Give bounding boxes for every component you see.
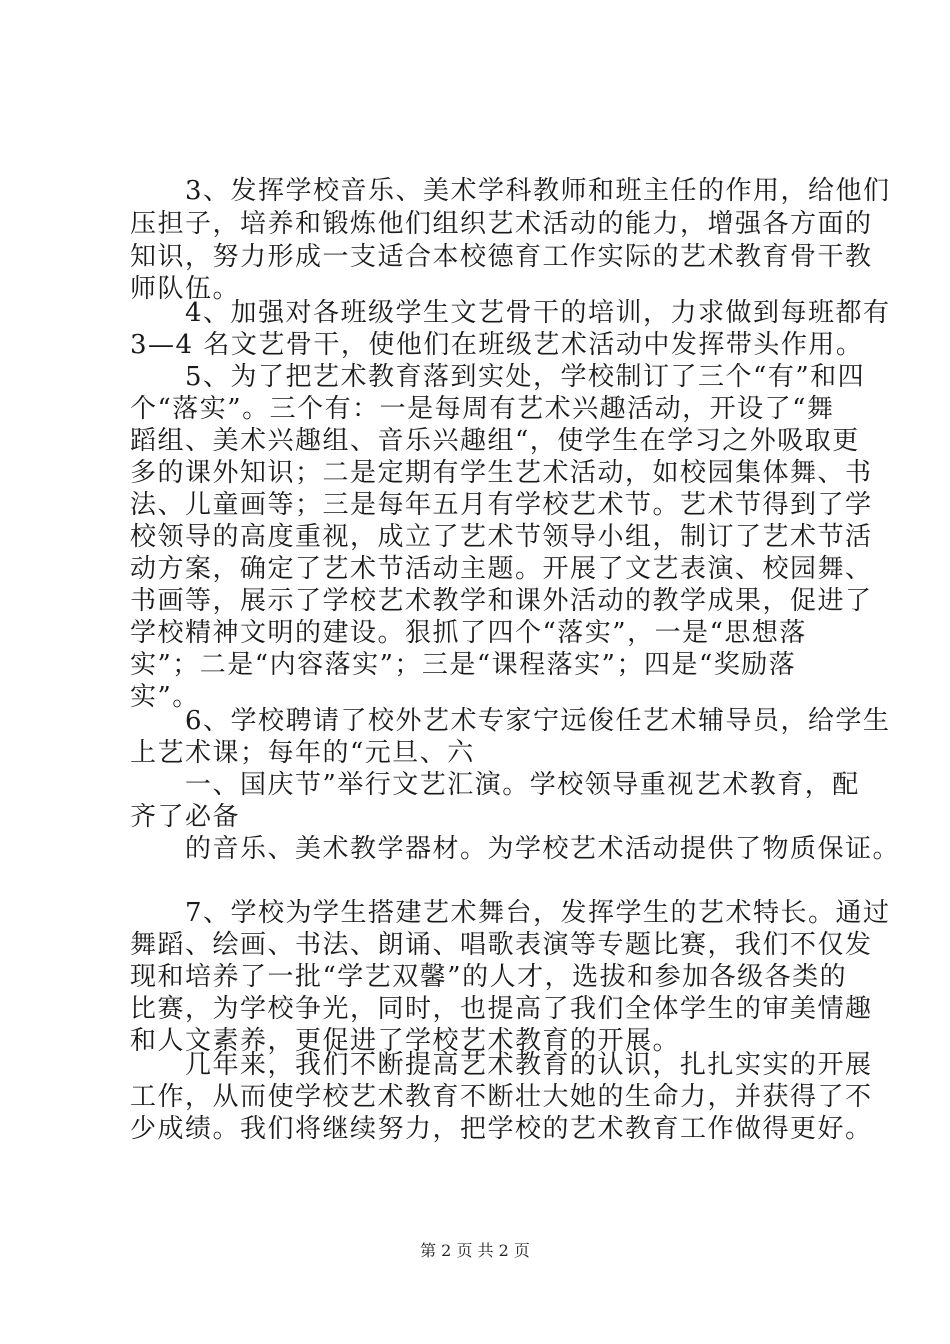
text-line: 蹈组、美术兴趣组、音乐兴趣组“，使学生在学习之外吸取更 xyxy=(130,426,860,456)
text-line: 几年来，我们不断提高艺术教育的认识，扎扎实实的开展 xyxy=(130,1050,873,1080)
text-line: 压担子，培养和锻炼他们组织艺术活动的能力，增强各方面的 xyxy=(130,209,873,239)
text-line: 动方案，确定了艺术节活动主题。开展了文艺表演、校园舞、 xyxy=(130,554,873,584)
text-line: 舞蹈、绘画、书法、朗诵、唱歌表演等专题比赛，我们不仅发 xyxy=(130,930,873,960)
text-line: 4、加强对各班级学生文艺骨干的培训，力求做到每班都有 xyxy=(130,298,891,328)
text-line: 个“落实”。三个有：一是每周有艺术兴趣活动，开设了“舞 xyxy=(130,394,835,424)
text-line: 现和培养了一批“学艺双馨”的人才，选拔和参加各级各类的 xyxy=(130,962,848,992)
text-line: 校领导的高度重视，成立了艺术节领导小组，制订了艺术节活 xyxy=(130,522,873,552)
text-line: 实”；二是“内容落实”；三是“课程落实”；四是“奖励落 xyxy=(130,650,797,680)
text-line: 6、学校聘请了校外艺术专家宁远俊任艺术辅导员，给学生 xyxy=(130,706,891,736)
text-line: 知识，努力形成一支适合本校德育工作实际的艺术教育骨干教 xyxy=(130,242,873,272)
text-line: 少成绩。我们将继续努力，把学校的艺术教育工作做得更好。 xyxy=(130,1114,873,1144)
text-line: 比赛，为学校争光，同时，也提高了我们全体学生的审美情趣 xyxy=(130,994,873,1024)
text-line: 学校精神文明的建设。狠抓了四个“落实”，一是“思想落 xyxy=(130,618,807,648)
text-line: 5、为了把艺术教育落到实处，学校制订了三个“有”和四 xyxy=(130,362,866,392)
text-line: 书画等，展示了学校艺术教学和课外活动的教学成果，促进了 xyxy=(130,586,873,616)
text-line: 7、学校为学生搭建艺术舞台，发挥学生的艺术特长。通过 xyxy=(130,898,891,928)
text-line: 齐了必备 xyxy=(130,802,241,832)
text-line: 3—4 名文艺骨干，使他们在班级艺术活动中发挥带头作用。 xyxy=(130,330,864,360)
page-number-footer: 第 2 页 共 2 页 xyxy=(420,1241,530,1260)
text-line: 实”。 xyxy=(130,682,200,712)
text-line: 的音乐、美术教学器材。为学校艺术活动提供了物质保证。 xyxy=(130,834,901,864)
text-line: 工作，从而使学校艺术教育不断壮大她的生命力，并获得了不 xyxy=(130,1082,873,1112)
text-line: 一、国庆节”举行文艺汇演。学校领导重视艺术教育，配 xyxy=(130,770,860,800)
text-line: 法、儿童画等；三是每年五月有学校艺术节。艺术节得到了学 xyxy=(130,490,873,520)
text-line: 和人文素养，更促进了学校艺术教育的开展。 xyxy=(130,1026,681,1056)
text-line: 3、发挥学校音乐、美术学科教师和班主任的作用，给他们 xyxy=(130,176,891,206)
text-line: 上艺术课；每年的“元旦、六 xyxy=(130,738,475,768)
text-line: 多的课外知识；二是定期有学生艺术活动，如校园集体舞、书 xyxy=(130,458,873,488)
text-line: 师队伍。 xyxy=(130,274,241,304)
